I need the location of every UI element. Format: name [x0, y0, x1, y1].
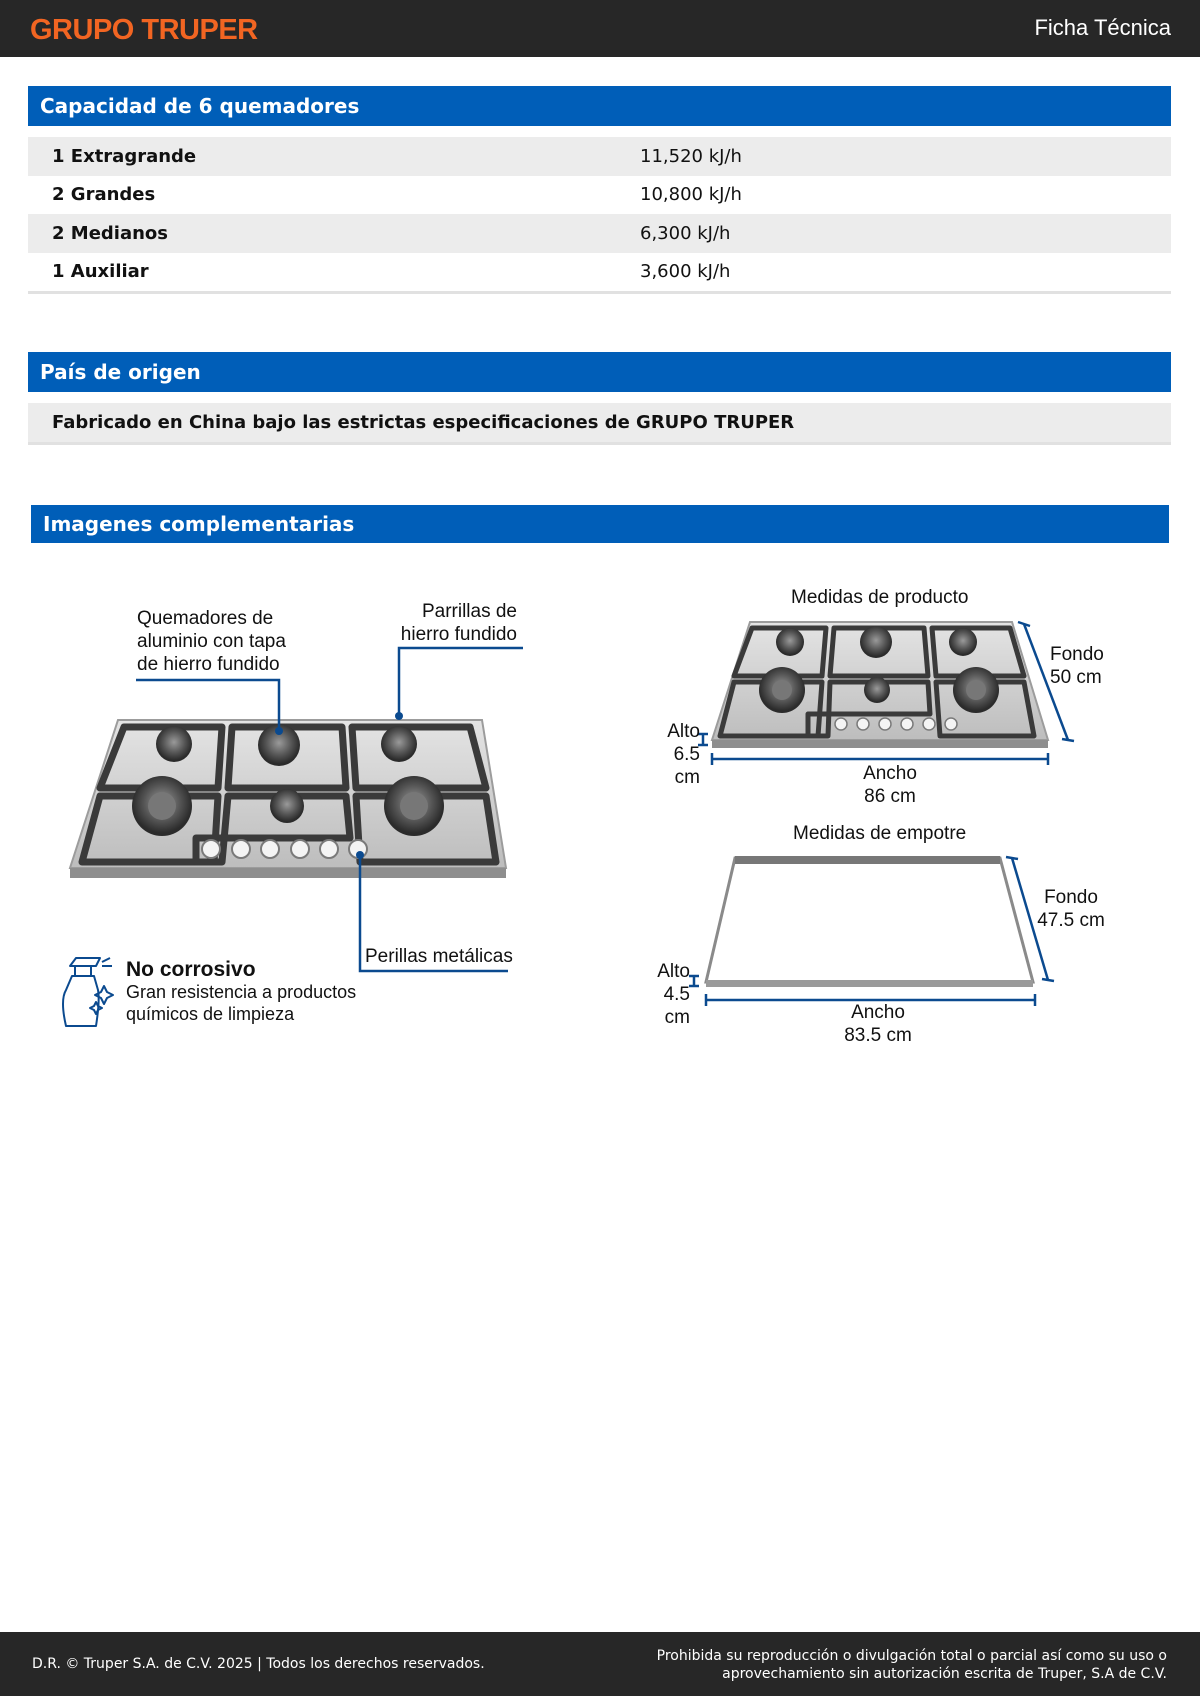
dimension-value: 47.5 cm — [1037, 910, 1105, 931]
product-width-label — [840, 762, 940, 808]
callout-grates-line: hierro fundido — [400, 624, 517, 645]
images-section-header: Imagenes complementarias — [31, 505, 1169, 543]
feature-text-line: Gran resistencia a productos — [126, 982, 357, 1002]
legal-notice-line: aprovechamiento sin autorización escrita de Truper, S.A de C.V. — [722, 1666, 1167, 1682]
origin-section-header: País de origen — [28, 352, 1171, 392]
dimension-value: 83.5 cm — [844, 1025, 912, 1046]
top-bar — [0, 0, 1200, 57]
cutout-height-label — [634, 960, 690, 1029]
copyright-text: D.R. © Truper S.A. de C.V. 2025 | Todos los derechos reservados. — [32, 1656, 485, 1672]
legal-notice — [607, 1647, 1167, 1683]
illustrations — [0, 560, 1200, 1060]
dimension-name: Ancho — [851, 1002, 905, 1023]
burners-table — [28, 137, 1171, 294]
dimension-name: Ancho — [863, 763, 917, 784]
cutout-dimensions-image — [689, 856, 1054, 1006]
burner-name: 1 Auxiliar — [52, 261, 149, 283]
dimension-value: 4.5 cm — [663, 984, 690, 1028]
callout-knobs: Perillas metálicas — [365, 946, 513, 967]
callout-grates — [380, 600, 517, 646]
callout-burners-line: de hierro fundido — [137, 654, 280, 675]
dimension-name: Alto — [667, 721, 700, 742]
burner-capacity: 11,520 kJ/h — [640, 145, 742, 167]
burner-capacity: 3,600 kJ/h — [640, 261, 731, 283]
brand-logo: GRUPO TRUPER — [30, 14, 258, 46]
burner-name: 1 Extragrande — [52, 145, 197, 167]
dimension-name: Fondo — [1044, 887, 1098, 908]
cooktop-large-image — [70, 648, 523, 971]
doc-type-label: Ficha Técnica — [1034, 15, 1171, 40]
legal-notice-line: Prohibida su reproducción o divulgación total o parcial así como su uso o — [656, 1648, 1167, 1664]
dimension-name: Fondo — [1050, 644, 1104, 665]
footer — [0, 1632, 1200, 1696]
burners-section-header: Capacidad de 6 quemadores — [28, 86, 1171, 126]
feature-text — [126, 981, 356, 1025]
spray-bottle-icon — [63, 958, 113, 1026]
cutout-dims-title: Medidas de empotre — [793, 823, 967, 844]
cutout-depth-label — [1036, 886, 1106, 932]
product-depth-label — [1050, 643, 1104, 689]
dimension-value: 86 cm — [864, 786, 916, 807]
product-height-label — [646, 720, 700, 789]
table-row — [28, 137, 1171, 176]
feature-text-line: químicos de limpieza — [126, 1004, 295, 1024]
callout-grates-line: Parrillas de — [421, 601, 517, 622]
feature-title: No corrosivo — [126, 958, 256, 981]
table-row — [28, 176, 1171, 215]
dimension-name: Alto — [657, 961, 690, 982]
origin-text: Fabricado en China bajo las estrictas especificaciones de GRUPO TRUPER — [28, 403, 1171, 445]
burner-capacity: 10,800 kJ/h — [640, 184, 742, 206]
cutout-width-label — [828, 1001, 928, 1047]
table-row — [28, 214, 1171, 253]
table-row — [28, 253, 1171, 292]
callout-burners-line: Quemadores de — [137, 608, 274, 629]
dimension-value: 50 cm — [1050, 667, 1102, 688]
callout-burners-line: aluminio con tapa — [137, 631, 286, 652]
dimension-value: 6.5 cm — [673, 744, 700, 788]
burner-name: 2 Grandes — [52, 184, 156, 206]
burner-name: 2 Medianos — [52, 222, 169, 244]
burner-capacity: 6,300 kJ/h — [640, 222, 731, 244]
cooktop-dimensions-image — [698, 622, 1074, 765]
product-dims-title: Medidas de producto — [791, 587, 969, 608]
callout-burners — [137, 607, 286, 676]
